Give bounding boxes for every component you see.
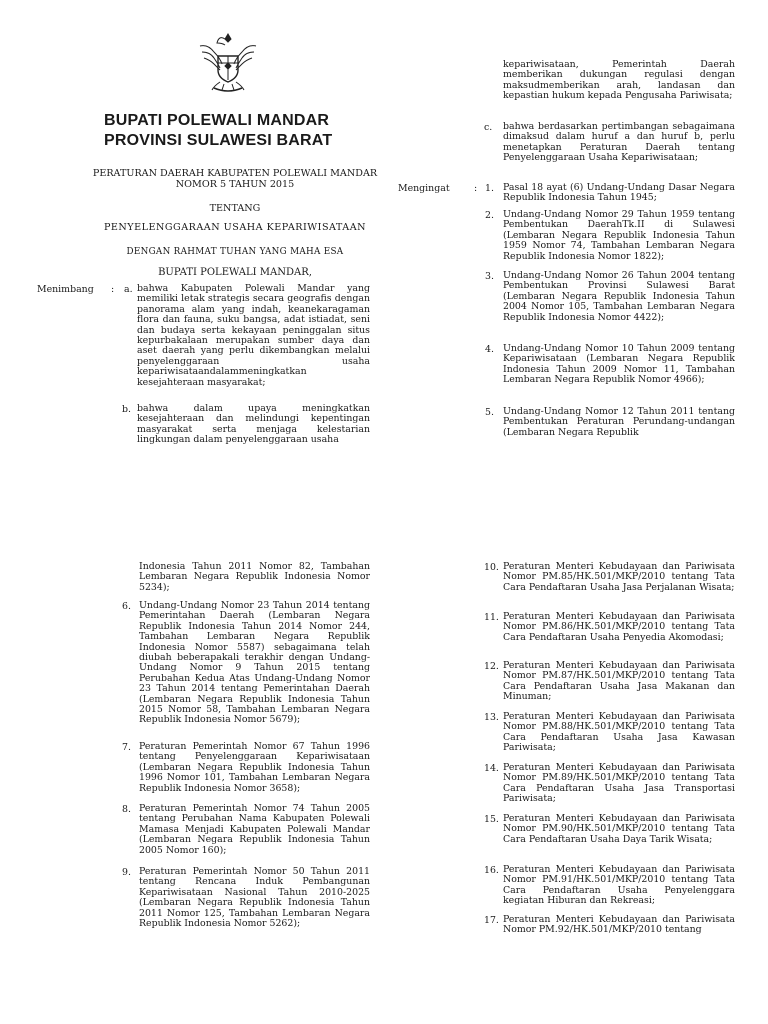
mengingat-item-3-number: 3. [485,271,494,282]
mengingat-item-12: Peraturan Menteri Kebudayaan dan Pariwisata Nomor PM.87/HK.501/MKP/2010 tentang Tata Cara Pendaftaran Usaha Jasa Makanan dan Minuman; [503,660,735,703]
bupati-line: BUPATI POLEWALI MANDAR, [158,267,312,278]
tentang-heading: TENTANG [209,203,261,214]
mengingat-item-17-number: 17. [484,915,499,926]
menimbang-colon: : [111,284,115,295]
mengingat-colon: : [474,183,478,194]
header-title-line1: BUPATI POLEWALI MANDAR [104,112,330,129]
menimbang-label: Menimbang [37,284,94,295]
mengingat-item-1-number: 1. [485,183,494,194]
mengingat-item-11-number: 11. [484,612,499,623]
mengingat-item-14-number: 14. [484,763,499,774]
mengingat-item-9: Peraturan Pemerintah Nomor 50 Tahun 2011 tentang Rencana Induk Pembangunan Kepariwisataan Nasional Tahun 2010-2025 (Lembaran Negara Republik Indonesia Tahun 2011 Nomor 125, Tambahan Lembaran Negara Republik Indonesia Nomor 5262); [139,866,370,930]
mengingat-item-13: Peraturan Menteri Kebudayaan dan Pariwisata Nomor PM.88/HK.501/MKP/2010 tentang Tata Cara Pendaftaran Usaha Jasa Kawasan Pariwisata; [503,711,735,754]
mengingat-item-17: Peraturan Menteri Kebudayaan dan Pariwisata Nomor PM.92/HK.501/MKP/2010 tentang [503,914,735,936]
mengingat-item-12-number: 12. [484,661,499,672]
mengingat-item-10: Peraturan Menteri Kebudayaan dan Pariwisata Nomor PM.85/HK.501/MKP/2010 tentang Tata Cara Pendaftaran Usaha Jasa Perjalanan Wisata; [503,561,735,593]
mengingat-item-5-number: 5. [485,407,494,418]
mengingat-item-7: Peraturan Pemerintah Nomor 67 Tahun 1996 tentang Penyelenggaraan Kepariwisataan (Lembaran Negara Republik Indonesia Tahun 1996 Nomor 101, Tambahan Lembaran Negara Republik Indonesia Nomor 3658); [139,741,370,794]
mengingat-item-1: Pasal 18 ayat (6) Undang-Undang Dasar Negara Republik Indonesia Tahun 1945; [503,182,735,204]
header-title-line2: PROVINSI SULAWESI BARAT [104,132,333,149]
mengingat-item-16-number: 16. [484,865,499,876]
mengingat-item-16: Peraturan Menteri Kebudayaan dan Pariwisata Nomor PM.91/HK.501/MKP/2010 tentang Tata Cara Pendaftaran Usaha Penyelenggara kegiatan Hiburan dan Rekreasi; [503,864,735,907]
mengingat-item-6-number: 6. [122,601,131,612]
menimbang-a-marker: a. [124,284,133,295]
menimbang-c-text: bahwa berdasarkan pertimbangan sebagaimana dimaksud dalam huruf a dan huruf b, perlu menetapkan Peraturan Daerah tentang Penyelenggaraan Usaha Kepariwisataan; [503,121,735,164]
mengingat-item-4-number: 4. [485,344,494,355]
regulation-title: PERATURAN DAERAH KABUPATEN POLEWALI MANDAR [92,168,378,179]
mengingat-item-10-number: 10. [484,562,499,573]
mengingat-item-11: Peraturan Menteri Kebudayaan dan Pariwisata Nomor PM.86/HK.501/MKP/2010 tentang Tata Cara Pendaftaran Usaha Penyedia Akomodasi; [503,611,735,643]
mengingat-item-9-number: 9. [122,867,131,878]
mengingat-item-15: Peraturan Menteri Kebudayaan dan Pariwisata Nomor PM.90/HK.501/MKP/2010 tentang Tata Cara Pendaftaran Usaha Daya Tarik Wisata; [503,813,735,845]
menimbang-c-marker: c. [484,122,493,133]
mengingat-label: Mengingat [398,183,450,194]
mengingat-item-5: Undang-Undang Nomor 12 Tahun 2011 tentang Pembentukan Peraturan Perundang-undangan (Lembaran Negara Republik [503,406,735,438]
mengingat-item-8: Peraturan Pemerintah Nomor 74 Tahun 2005 tentang Perubahan Nama Kabupaten Polewali Mamasa Menjadi Kabupaten Polewali Mandar (Lembaran Negara Republik Indonesia Tahun 2005 Nomor 160); [139,803,370,856]
menimbang-b-marker: b. [122,404,131,415]
mengingat-item-2-number: 2. [485,210,494,221]
mengingat-item-7-number: 7. [122,742,131,753]
mengingat-item-3: Undang-Undang Nomor 26 Tahun 2004 tentang Pembentukan Provinsi Sulawesi Barat (Lembaran Negara Republik Indonesia Tahun 2004 Nomor 105, Tambahan Lembaran Negara Republik Indonesia Nomor 4422); [503,270,735,323]
mengingat-item-5-continuation: Indonesia Tahun 2011 Nomor 82, Tambahan Lembaran Negara Republik Indonesia Nomor 5234); [139,561,370,593]
mengingat-item-13-number: 13. [484,712,499,723]
mengingat-item-4: Undang-Undang Nomor 10 Tahun 2009 tentang Kepariwisataan (Lembaran Negara Republik Indonesia Tahun 2009 Nomor 11, Tambahan Lembaran Negara Republik Nomor 4966); [503,343,735,386]
menimbang-b-text: bahwa dalam upaya meningkatkan kesejahteraan dan melindungi kepentingan masyarakat serta menjaga kelestarian lingkungan dalam penyelenggaraan usaha [137,403,370,446]
mengingat-item-8-number: 8. [122,804,131,815]
mengingat-item-6: Undang-Undang Nomor 23 Tahun 2014 tentang Pemerintahan Daerah (Lembaran Negara Republik Indonesia Tahun 2014 Nomor 244, Tambahan Lembaran Negara Republik Indonesia Nomor 5587) sebagaimana telah diubah beberapakali terakhir dengan Undang-Undang Nomor 9 Tahun 2015 tentang Perubahan Kedua Atas Undang-Undang Nomor 23 Tahun 2014 tentang Pemerintahan Daerah (Lembaran Negara Republik Indonesia Tahun 2015 Nomor 58, Tambahan Lembaran Negara Republik Indonesia Nomor 5679); [139,600,370,726]
regulation-number: NOMOR 5 TAHUN 2015 [175,179,295,190]
mengingat-item-15-number: 15. [484,814,499,825]
garuda-emblem-icon [196,30,260,96]
rahmat-line: DENGAN RAHMAT TUHAN YANG MAHA ESA [126,247,344,257]
menimbang-a-text: bahwa Kabupaten Polewali Mandar yang memiliki letak strategis secara geografis dengan panorama alam yang indah, keanekaragaman flora dan fauna, suku bangsa, adat istiadat, seni dan budaya serta kekayaan peninggalan situs kepurbakalaan merupakan sumber daya dan aset daerah yang perlu dikembangkan melalui penyelenggaraan usaha kepariwisataandalammeningkatkan kesejahteraan masyarakat; [137,283,370,388]
mengingat-item-14: Peraturan Menteri Kebudayaan dan Pariwisata Nomor PM.89/HK.501/MKP/2010 tentang Tata Cara Pendaftaran Usaha Jasa Transportasi Pariwisata; [503,762,735,805]
regulation-subject: PENYELENGGARAAN USAHA KEPARIWISATAAN [103,222,367,233]
page-2 [0,512,768,1024]
menimbang-b-continuation: kepariwisataan, Pemerintah Daerah memberikan dukungan regulasi dengan maksudmemberikan arah, landasan dan kepastian hukum kepada Pengusaha Pariwisata; [503,59,735,102]
mengingat-item-2: Undang-Undang Nomor 29 Tahun 1959 tentang Pembentukan DaerahTk.II di Sulawesi (Lembaran Negara Republik Indonesia Tahun 1959 Nomor 74, Tambahan Lembaran Negara Republik Indonesia Nomor 1822); [503,209,735,262]
